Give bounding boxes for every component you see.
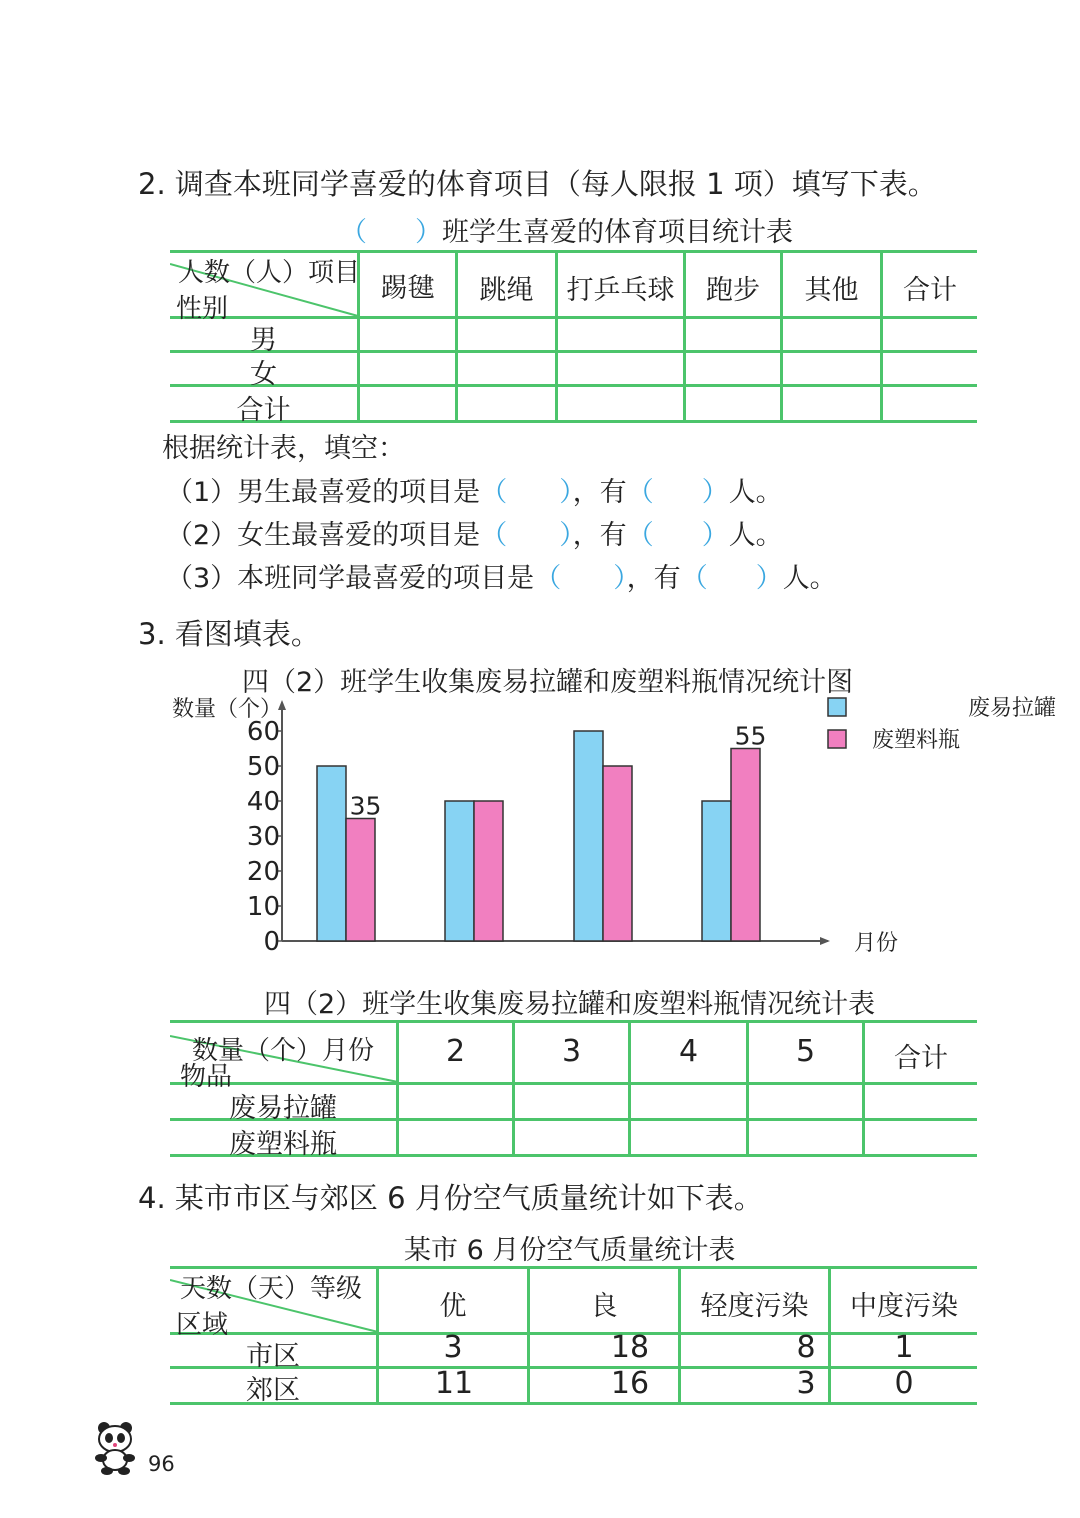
col-header: 其他 — [804, 275, 859, 306]
bar-cans — [702, 801, 731, 941]
y-tick-label: 10 — [246, 892, 280, 922]
bar-chart — [160, 690, 1080, 970]
corner-label-top: 天数（天）等级 — [180, 1274, 363, 1304]
corner-label-bottom: 区域 — [176, 1310, 229, 1340]
bar-bottles — [731, 749, 760, 942]
col-header: 良 — [590, 1291, 618, 1322]
table-caption-air: 某市 6 月份空气质量统计表 — [404, 1235, 736, 1266]
fill-intro: 根据统计表，填空： — [162, 433, 405, 464]
y-tick-label: 60 — [246, 717, 280, 747]
col-header: 踢毽 — [380, 273, 435, 304]
col-header: 打乒乓球 — [566, 275, 675, 306]
col-header: 跳绳 — [479, 275, 534, 306]
y-axis-label: 数量（个） — [172, 697, 283, 722]
col-header: 跑步 — [706, 275, 760, 306]
table-cell: 16 — [610, 1366, 650, 1401]
table-cell: 8 — [796, 1330, 816, 1365]
bar-bottles — [474, 801, 503, 941]
row-label: 女 — [250, 359, 277, 390]
blank-paren-close: ） — [415, 217, 442, 248]
col-header: 合计 — [894, 1043, 948, 1074]
corner-label-top: 人数（人）项目 — [178, 258, 361, 288]
legend-label: 废塑料瓶 — [872, 728, 961, 753]
col-header: 中度污染 — [850, 1291, 958, 1322]
data-label: 55 — [734, 721, 767, 751]
table-cell: 0 — [894, 1366, 914, 1401]
page-number: 96 — [148, 1452, 175, 1476]
table-caption-cans: 四（2）班学生收集废易拉罐和废塑料瓶情况统计表 — [264, 989, 876, 1020]
row-label: 男 — [250, 325, 277, 356]
panda-icon — [92, 1420, 142, 1476]
y-tick-label: 30 — [246, 822, 280, 852]
question-2-title: 2. 调查本班同学喜爱的体育项目（每人限报 1 项）填写下表。 — [138, 167, 937, 201]
corner-label-bottom: 性别 — [176, 294, 229, 324]
y-tick-label: 0 — [263, 927, 280, 957]
question-3-title: 3. 看图填表。 — [138, 617, 320, 651]
row-label: 废易拉罐 — [229, 1093, 337, 1124]
table-cell: 3 — [443, 1330, 463, 1365]
bar-bottles — [603, 766, 632, 941]
chart-title: 四（2）班学生收集废易拉罐和废塑料瓶情况统计图 — [242, 667, 854, 698]
table-cell: 1 — [894, 1330, 914, 1365]
col-header: 优 — [439, 1291, 467, 1322]
corner-label-top: 数量（个）月份 — [192, 1036, 375, 1066]
blank-paren-open[interactable]: （ — [340, 217, 367, 248]
y-tick-label: 40 — [246, 787, 280, 817]
table-cell: 18 — [610, 1330, 650, 1365]
bar-cans — [574, 731, 603, 941]
bar-bottles — [346, 819, 375, 942]
y-tick-label: 20 — [246, 857, 280, 887]
col-header: 2 — [445, 1034, 466, 1069]
bar-cans — [317, 766, 346, 941]
legend-label: 废易拉罐 — [968, 696, 1057, 721]
row-label: 废塑料瓶 — [229, 1129, 337, 1160]
table-caption-sports: （ ）班学生喜爱的体育项目统计表 — [340, 217, 793, 248]
y-tick-label: 50 — [246, 752, 280, 782]
x-axis-label: 月份 — [854, 931, 899, 956]
fill-question-3: （3）本班同学最喜爱的项目是（ ），有（ ）人。 — [166, 563, 837, 594]
legend-swatch — [828, 730, 846, 748]
fill-question-1: （1）男生最喜爱的项目是（ ），有（ ）人。 — [166, 477, 783, 508]
row-label: 市区 — [246, 1341, 300, 1372]
col-header: 4 — [678, 1034, 699, 1069]
corner-label-bottom: 物品 — [180, 1062, 233, 1092]
col-header: 3 — [561, 1034, 582, 1069]
bar-cans — [445, 801, 474, 941]
col-header: 5 — [795, 1034, 816, 1069]
x-axis-arrow — [820, 937, 830, 945]
legend-swatch — [828, 698, 846, 716]
col-header: 合计 — [903, 275, 957, 306]
fill-question-2: （2）女生最喜爱的项目是（ ），有（ ）人。 — [166, 520, 783, 551]
table-cell: 11 — [434, 1366, 474, 1401]
row-label: 合计 — [236, 395, 291, 426]
row-label: 郊区 — [246, 1375, 300, 1406]
data-label: 35 — [349, 791, 382, 821]
question-4-title: 4. 某市市区与郊区 6 月份空气质量统计如下表。 — [138, 1181, 763, 1215]
table-cell: 3 — [796, 1366, 816, 1401]
col-header: 轻度污染 — [700, 1291, 809, 1322]
